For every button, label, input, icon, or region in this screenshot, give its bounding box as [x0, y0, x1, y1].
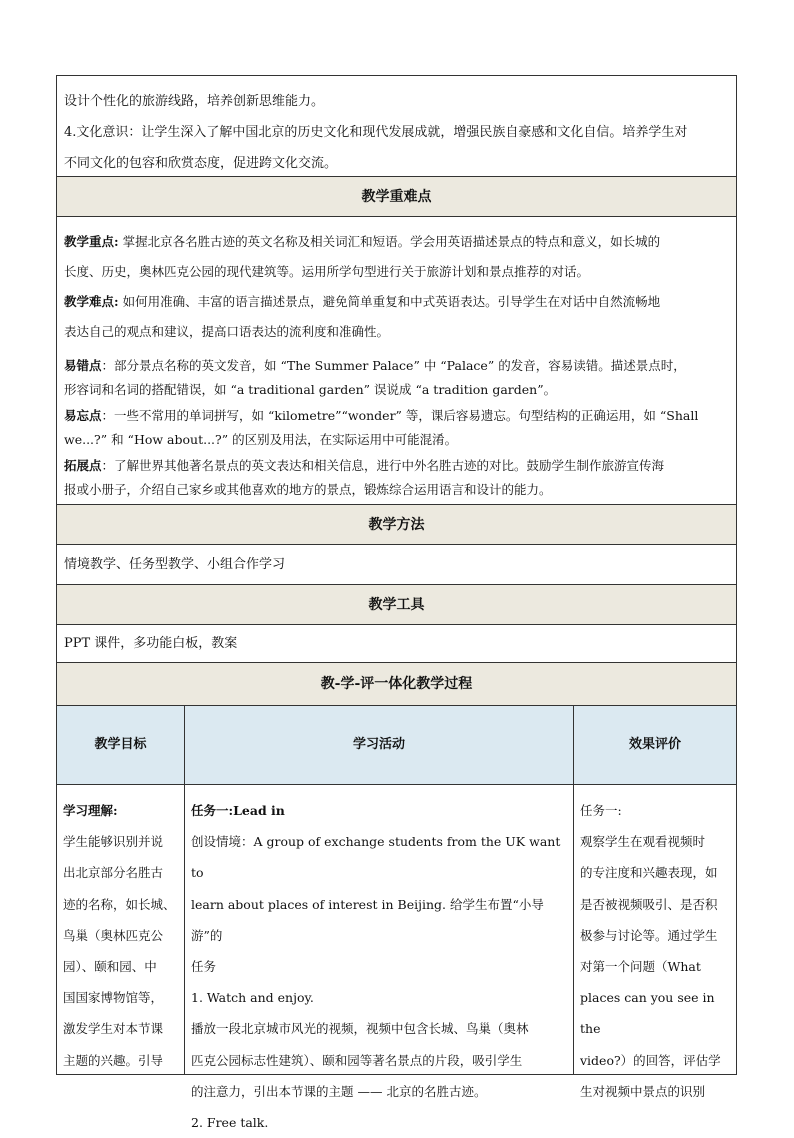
goal-cell [57, 785, 185, 1074]
goal-title: 学习理解: [63, 803, 118, 818]
methods-text: 情境教学、任务型教学、小组合作学习 [56, 545, 737, 585]
activity-line: 任务 [191, 959, 217, 975]
process-row [56, 785, 737, 1131]
evaluation-line: video?）的回答，评估学 [580, 1052, 721, 1068]
evaluation-line: 极参与讨论等。通过学生 [580, 927, 718, 943]
activity-line: 2. Free talk. [191, 1115, 269, 1131]
difficulty-line: 教学难点: 如何用准确、丰富的语言描述景点，避免简单重复和中式英语表达。引导学生在对话中自然流畅地 [64, 294, 661, 309]
process-heading: 教-学-评一体化教学过程 [56, 663, 737, 706]
evaluation-line: 生对视频中景点的识别 [580, 1083, 706, 1099]
evaluation-line: 对第一个问题（What [580, 959, 701, 975]
difficulty-line: 表达自己的观点和建议，提高口语表达的流利度和准确性。 [64, 324, 390, 339]
intro-section [56, 75, 737, 177]
extend-label: 拓展点 [64, 458, 102, 473]
key-points-section [56, 217, 737, 505]
activity-line: learn about places of interest in Beijing. 给学生布置“小导游”的 [191, 896, 544, 943]
error-label: 易错点 [64, 358, 102, 373]
evaluation-line: places can you see in the [580, 990, 715, 1037]
extend-line: 报或小册子，介绍自己家乡或其他喜欢的地方的景点，锻炼综合运用语言和设计的能力。 [64, 482, 552, 497]
activity-line: 1. Watch and enjoy. [191, 990, 314, 1006]
evaluation-line: 是否被视频吸引、是否积 [580, 896, 718, 912]
activity-column-header: 学习活动 [185, 706, 574, 784]
goal-line: 园）、颐和园、中 [63, 959, 157, 975]
goal-line: 学生能够识别并说 [63, 834, 164, 850]
goal-line: 主题的兴趣。引导 [63, 1052, 164, 1068]
activity-line: 创设情境：A group of exchange students from the UK want to [191, 834, 561, 881]
goal-line: 鸟巢（奥林匹克公 [63, 927, 164, 943]
activity-cell [185, 785, 574, 1131]
error-line: 形容词和名词的搭配错误，如 “a traditional garden” 误说成 “a tradition garden”。 [64, 382, 557, 397]
intro-line: 4.文化意识：让学生深入了解中国北京的历史文化和现代发展成就，增强民族自豪感和文化自信。培养学生对 [64, 125, 688, 140]
goal-line: 迹的名称，如长城、 [63, 896, 176, 912]
goal-line: 激发学生对本节课 [63, 1021, 164, 1037]
focus-line: 长度、历史，奥林匹克公园的现代建筑等。运用所学句型进行关于旅游计划和景点推荐的对话。 [64, 264, 590, 279]
evaluation-line: 观察学生在观看视频时 [580, 834, 706, 850]
focus-label: 教学重点: [64, 234, 119, 249]
goal-line: 国国家博物馆等， [63, 990, 164, 1006]
intro-line: 不同文化的包容和欣赏态度，促进跨文化交流。 [64, 156, 338, 171]
focus-line: 教学重点: 掌握北京各名胜古迹的英文名称及相关词汇和短语。学会用英语描述景点的特点和意义，如长城的 [64, 234, 661, 249]
intro-line: 设计个性化的旅游线路，培养创新思维能力。 [64, 94, 325, 109]
task-title: 任务一:Lead in [191, 803, 285, 818]
tools-text: PPT 课件，多功能白板，教案 [56, 625, 737, 663]
evaluation-line: 的专注度和兴趣表现，如 [580, 865, 718, 881]
key-points-heading: 教学重难点 [56, 177, 737, 217]
process-column-headers [56, 706, 737, 785]
difficulty-label: 教学难点: [64, 294, 119, 309]
forget-line: 易忘点：一些不常用的单词拼写，如 “kilometre”“wonder” 等，课后容易遗忘。句型结构的正确运用，如 “Shall [64, 408, 699, 423]
forget-line: we...?” 和 “How about...?” 的区别及用法，在实际运用中可能混淆。 [64, 432, 458, 447]
lesson-plan-table [56, 75, 737, 1131]
evaluation-cell [574, 785, 736, 1099]
error-line: 易错点：部分景点名称的英文发音，如 “The Summer Palace” 中 “Palace” 的发音，容易读错。描述景点时， [64, 358, 686, 373]
evaluation-line: 任务一: [580, 803, 622, 818]
methods-heading: 教学方法 [56, 505, 737, 545]
evaluation-column-header: 效果评价 [574, 706, 736, 784]
forget-label: 易忘点 [64, 408, 102, 423]
activity-line: 播放一段北京城市风光的视频，视频中包含长城、鸟巢（奥林 [191, 1021, 529, 1037]
activity-line: 匹克公园标志性建筑）、颐和园等著名景点的片段，吸引学生 [191, 1052, 523, 1068]
activity-line: 的注意力，引出本节课的主题 —— 北京的名胜古迹。 [191, 1083, 487, 1099]
goal-column-header: 教学目标 [57, 706, 185, 784]
extend-line: 拓展点：了解世界其他著名景点的英文表达和相关信息，进行中外名胜古迹的对比。鼓励学生制作旅游宣传海 [64, 458, 665, 473]
goal-line: 出北京部分名胜古 [63, 865, 164, 881]
tools-heading: 教学工具 [56, 585, 737, 625]
